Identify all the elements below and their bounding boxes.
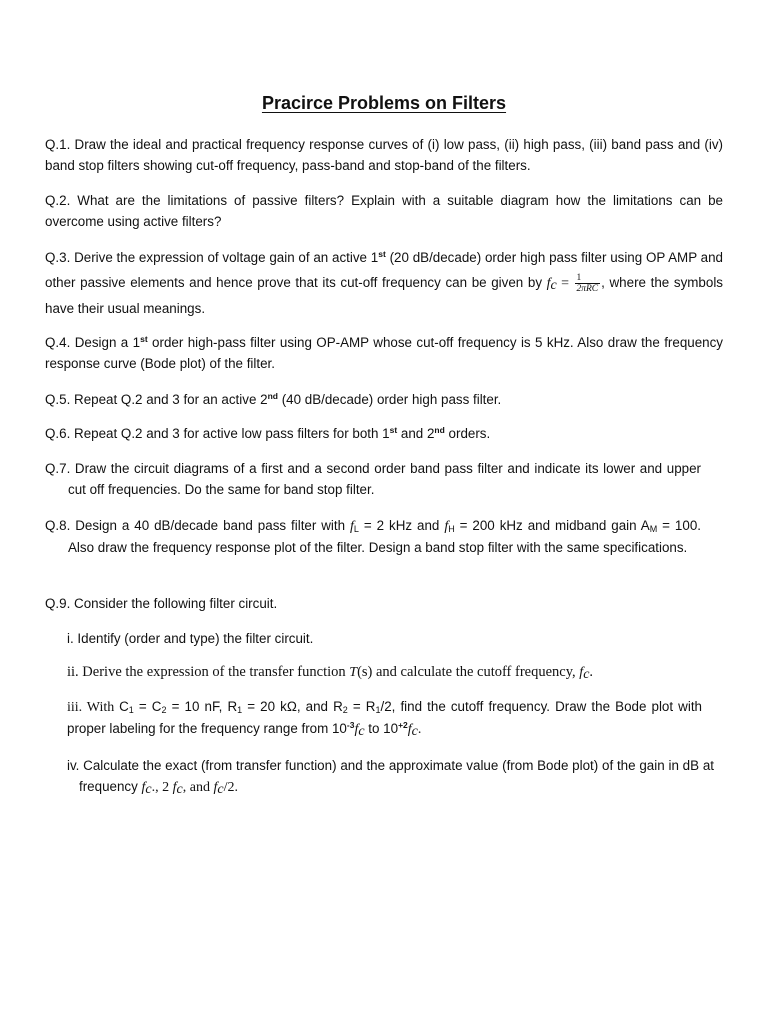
- question-5-text: (40 dB/decade) order high pass filter.: [277, 392, 502, 407]
- question-9-part-iii-text: = R: [347, 699, 376, 714]
- question-1: [45, 134, 723, 176]
- exponent-superscript: +2: [398, 720, 408, 730]
- question-2: [45, 190, 723, 232]
- question-9-part-i-text: i. Identify (order and type) the filter circuit.: [67, 631, 314, 646]
- formula-symbol: f: [213, 780, 218, 795]
- question-1-text: Q.1. Draw the ideal and practical frequency response curves of (i) low pass, (ii) high pass, (iii) band pass and (iv) band stop filters showing cut-off frequency, pass-band and stop-band of the filters.: [45, 137, 723, 173]
- formula-subscript: c: [145, 782, 152, 797]
- question-6-text: and 2: [397, 426, 435, 441]
- question-9: [45, 593, 723, 614]
- question-6-text: Q.6. Repeat Q.2 and 3 for active low pass filters for both 1: [45, 426, 390, 441]
- question-2-text: Q.2. What are the limitations of passive filters? Explain with a suitable diagram how the limitations can be overcome using active filters?: [45, 193, 723, 229]
- formula-subscript: c: [176, 782, 183, 797]
- formula-symbol: f: [407, 722, 412, 737]
- formula-subscript: 1: [128, 705, 134, 715]
- question-9-part-iv-text: , and: [182, 780, 214, 795]
- exponent-superscript: -3: [346, 720, 355, 730]
- formula-subscript: 1: [237, 705, 243, 715]
- question-3-text: (20 dB/decade) order high pass filter using OP AMP and other passive elements and hence prove that its cut-off frequency can be given by: [45, 250, 723, 290]
- formula-symbol: f: [546, 276, 551, 291]
- formula-symbol: f: [579, 665, 584, 680]
- question-9-part-iii-text: C: [119, 699, 129, 714]
- question-9-part-iii-text: .: [417, 722, 422, 737]
- formula-symbol: f: [141, 780, 146, 795]
- ordinal-superscript: st: [140, 334, 148, 344]
- question-7: [45, 458, 701, 500]
- question-9-part-iii-text: /2, find the cutoff frequency. Draw the Bode plot with proper labeling for the frequency range from 10: [67, 699, 702, 736]
- question-8: [45, 515, 701, 558]
- ordinal-superscript: st: [389, 425, 398, 435]
- question-9-part-iii-text: = 10 nF, R: [166, 699, 238, 714]
- question-9-part-i: [67, 628, 702, 649]
- formula-subscript: 2: [342, 705, 348, 715]
- ordinal-superscript: st: [378, 249, 386, 259]
- question-9-part-iv-text: /2.: [223, 780, 238, 795]
- question-9-part-iii-text: = C: [133, 699, 162, 714]
- question-4-text: order high-pass filter using OP-AMP whose cut-off frequency is 5 kHz. Also draw the frequency response curve (Bode plot) of the filter.: [45, 335, 724, 371]
- question-8-text: = 200 kHz and midband gain A: [454, 518, 650, 533]
- question-7-text: Q.7. Draw the circuit diagrams of a first and a second order band pass filter and indicate its lower and upper cut off frequencies. Do the same for band stop filter.: [45, 461, 701, 497]
- formula-subscript: c: [583, 667, 590, 682]
- formula-symbol: f: [350, 519, 354, 534]
- question-3: [45, 245, 723, 321]
- question-3-text: , where the symbols have their usual meanings.: [45, 275, 723, 316]
- cutoff-formula-fraction: [575, 273, 601, 294]
- question-8-text: = 2 kHz and: [358, 518, 445, 533]
- question-9-part-iv: [67, 755, 714, 798]
- question-5-text: Q.5. Repeat Q.2 and 3 for an active 2: [45, 392, 268, 407]
- question-9-part-ii-text: ii. Derive the expression of the transfer function: [67, 664, 350, 680]
- question-9-part-ii-text: (s) and calculate the cutoff frequency,: [357, 664, 580, 680]
- formula-equals: =: [556, 276, 574, 291]
- question-5: [45, 389, 723, 410]
- question-9-text: Q.9. Consider the following filter circuit.: [45, 596, 278, 611]
- question-6-text: orders.: [444, 426, 491, 441]
- ordinal-superscript: nd: [267, 391, 278, 401]
- ordinal-superscript: nd: [434, 425, 445, 435]
- question-3-text: Q.3. Derive the expression of voltage gain of an active 1: [45, 250, 379, 265]
- fraction-numerator: 1: [575, 273, 601, 284]
- formula-subscript: 2: [161, 705, 167, 715]
- question-9-part-iii-text: iii. With: [67, 700, 120, 715]
- question-9-part-ii-text: .: [589, 664, 594, 680]
- question-4: [45, 332, 723, 374]
- formula-symbol: f: [354, 722, 359, 737]
- formula-subscript: c: [411, 724, 418, 739]
- formula-symbol: f: [444, 519, 449, 534]
- question-9-part-iii-text: = 20 kΩ, and R: [242, 699, 343, 714]
- formula-subscript: c: [217, 782, 224, 797]
- formula-subscript: L: [353, 524, 359, 534]
- question-9-part-iii-text: to 10: [364, 721, 399, 736]
- question-8-text: = 100. Also draw the frequency response plot of the filter. Design a band stop filter with the same specifications.: [68, 518, 701, 555]
- question-9-part-iv-text: ., 2: [151, 780, 173, 795]
- formula-subscript: c: [358, 724, 365, 739]
- question-9-part-ii: [67, 662, 702, 683]
- formula-symbol: f: [172, 780, 177, 795]
- fraction-denominator: 2πRC: [576, 283, 599, 294]
- question-9-part-iv-text: iv. Calculate the exact (from transfer function) and the approximate value (from Bode plot) of the gain in dB at frequency: [67, 758, 714, 794]
- question-4-text: Q.4. Design a 1: [45, 335, 141, 350]
- question-8-text: Q.8. Design a 40 dB/decade band pass filter with: [45, 518, 351, 533]
- formula-subscript: M: [649, 524, 658, 534]
- formula-symbol: T: [349, 665, 358, 680]
- formula-subscript: H: [448, 524, 455, 534]
- question-9-part-iii: [67, 696, 702, 740]
- question-6: [45, 423, 723, 444]
- page-title: Pracirce Problems on Filters: [261, 93, 507, 113]
- formula-subscript: 1: [375, 705, 381, 715]
- formula-subscript: c: [550, 278, 557, 293]
